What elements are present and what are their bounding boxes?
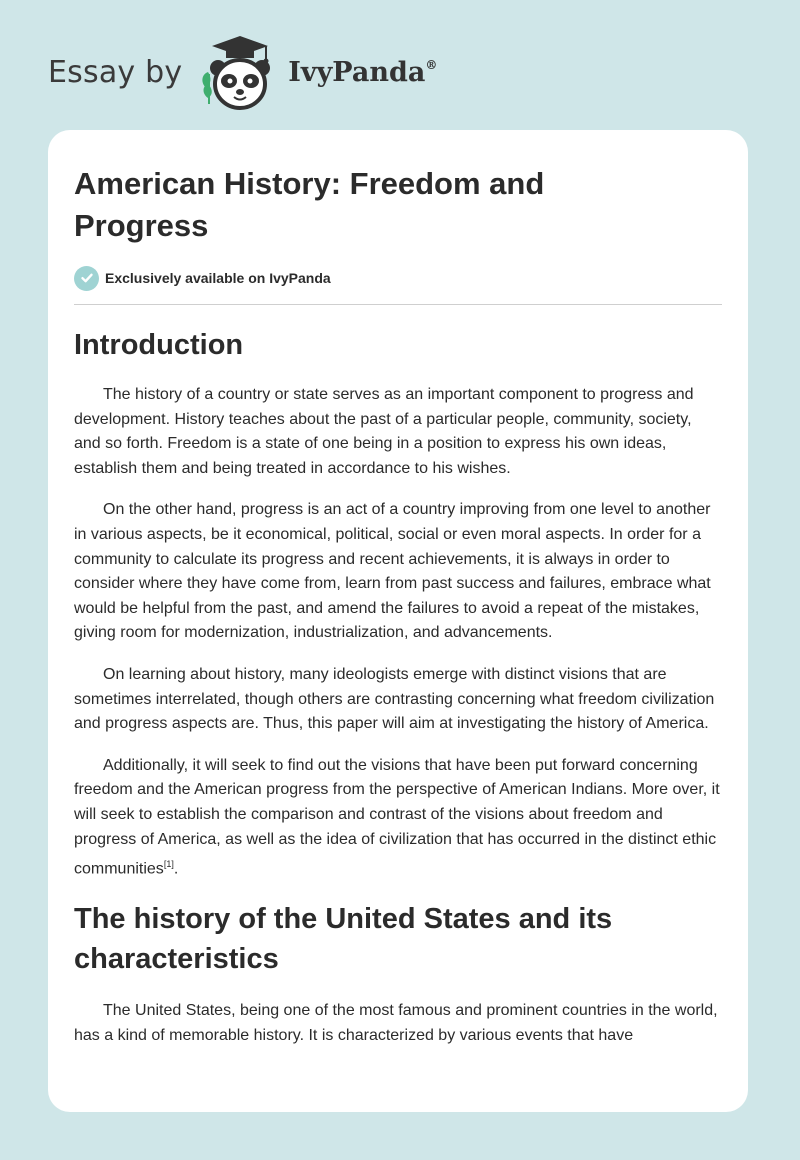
essay-title-line-2: Progress bbox=[74, 208, 209, 243]
divider bbox=[74, 304, 722, 305]
essay-title-line-1: American History: Freedom and bbox=[74, 166, 545, 201]
paragraph bbox=[74, 754, 722, 882]
footnote-reference-link[interactable]: [1] bbox=[163, 859, 174, 870]
exclusive-badge bbox=[74, 265, 722, 291]
registered-mark: ® bbox=[425, 57, 438, 72]
section-heading-history bbox=[74, 899, 722, 979]
brand-name[interactable]: IvyPanda® bbox=[288, 56, 438, 88]
essay-by-label: Essay by bbox=[48, 54, 183, 90]
panda-graduate-icon bbox=[196, 34, 280, 114]
essay-title bbox=[74, 163, 722, 247]
exclusive-badge-label: Exclusively available on IvyPanda bbox=[105, 270, 331, 286]
paragraph: The history of a country or state serves as an important component to progress and development. History teaches about the past of a particular people, community, society, and so forth. Freedom is a state of one being in a position to express his own ideas, establish them and being treated in accordance to his wishes. bbox=[74, 386, 694, 477]
check-circle-icon bbox=[74, 266, 99, 291]
paragraph-end-punctuation: . bbox=[173, 860, 179, 878]
section-heading-introduction: Introduction bbox=[74, 329, 244, 361]
paragraph-text: Additionally, it will seek to find out the visions that have been put forward concerning freedom and the American progress from the perspective of American Indians. More over, it will seek to establish the comparison and contrast of the visions about freedom and progress of America, as well as the idea of civilization that has occurred in the distinct ethic communities bbox=[74, 756, 720, 878]
paragraph: On learning about history, many ideologists emerge with distinct visions that are sometimes interrelated, though others are contrasting concerning what freedom civilization and progress aspects are. Thus, this paper will aim at investigating the history of America. bbox=[74, 665, 715, 733]
section-heading-line-1: The history of the United States and its bbox=[74, 903, 613, 936]
section-heading-line-2: characteristics bbox=[74, 943, 279, 976]
paragraph: On the other hand, progress is an act of a country improving from one level to another in various aspects, be it economical, political, social or even moral aspects. In order for a community to calculate its progress and recent achievements, it is always in order to consider where they have come from, learn from past success and failures, embrace what would be helpful from the past, and amend the failures to avoid a repeat of the mistakes, giving room for modernization, industrialization, and advancements. bbox=[74, 501, 711, 642]
site-header bbox=[48, 34, 437, 114]
essay-card bbox=[48, 130, 748, 1112]
paragraph: The United States, being one of the most famous and prominent countries in the world, has a kind of memorable history. It is characterized by various events that have bbox=[74, 1002, 718, 1044]
